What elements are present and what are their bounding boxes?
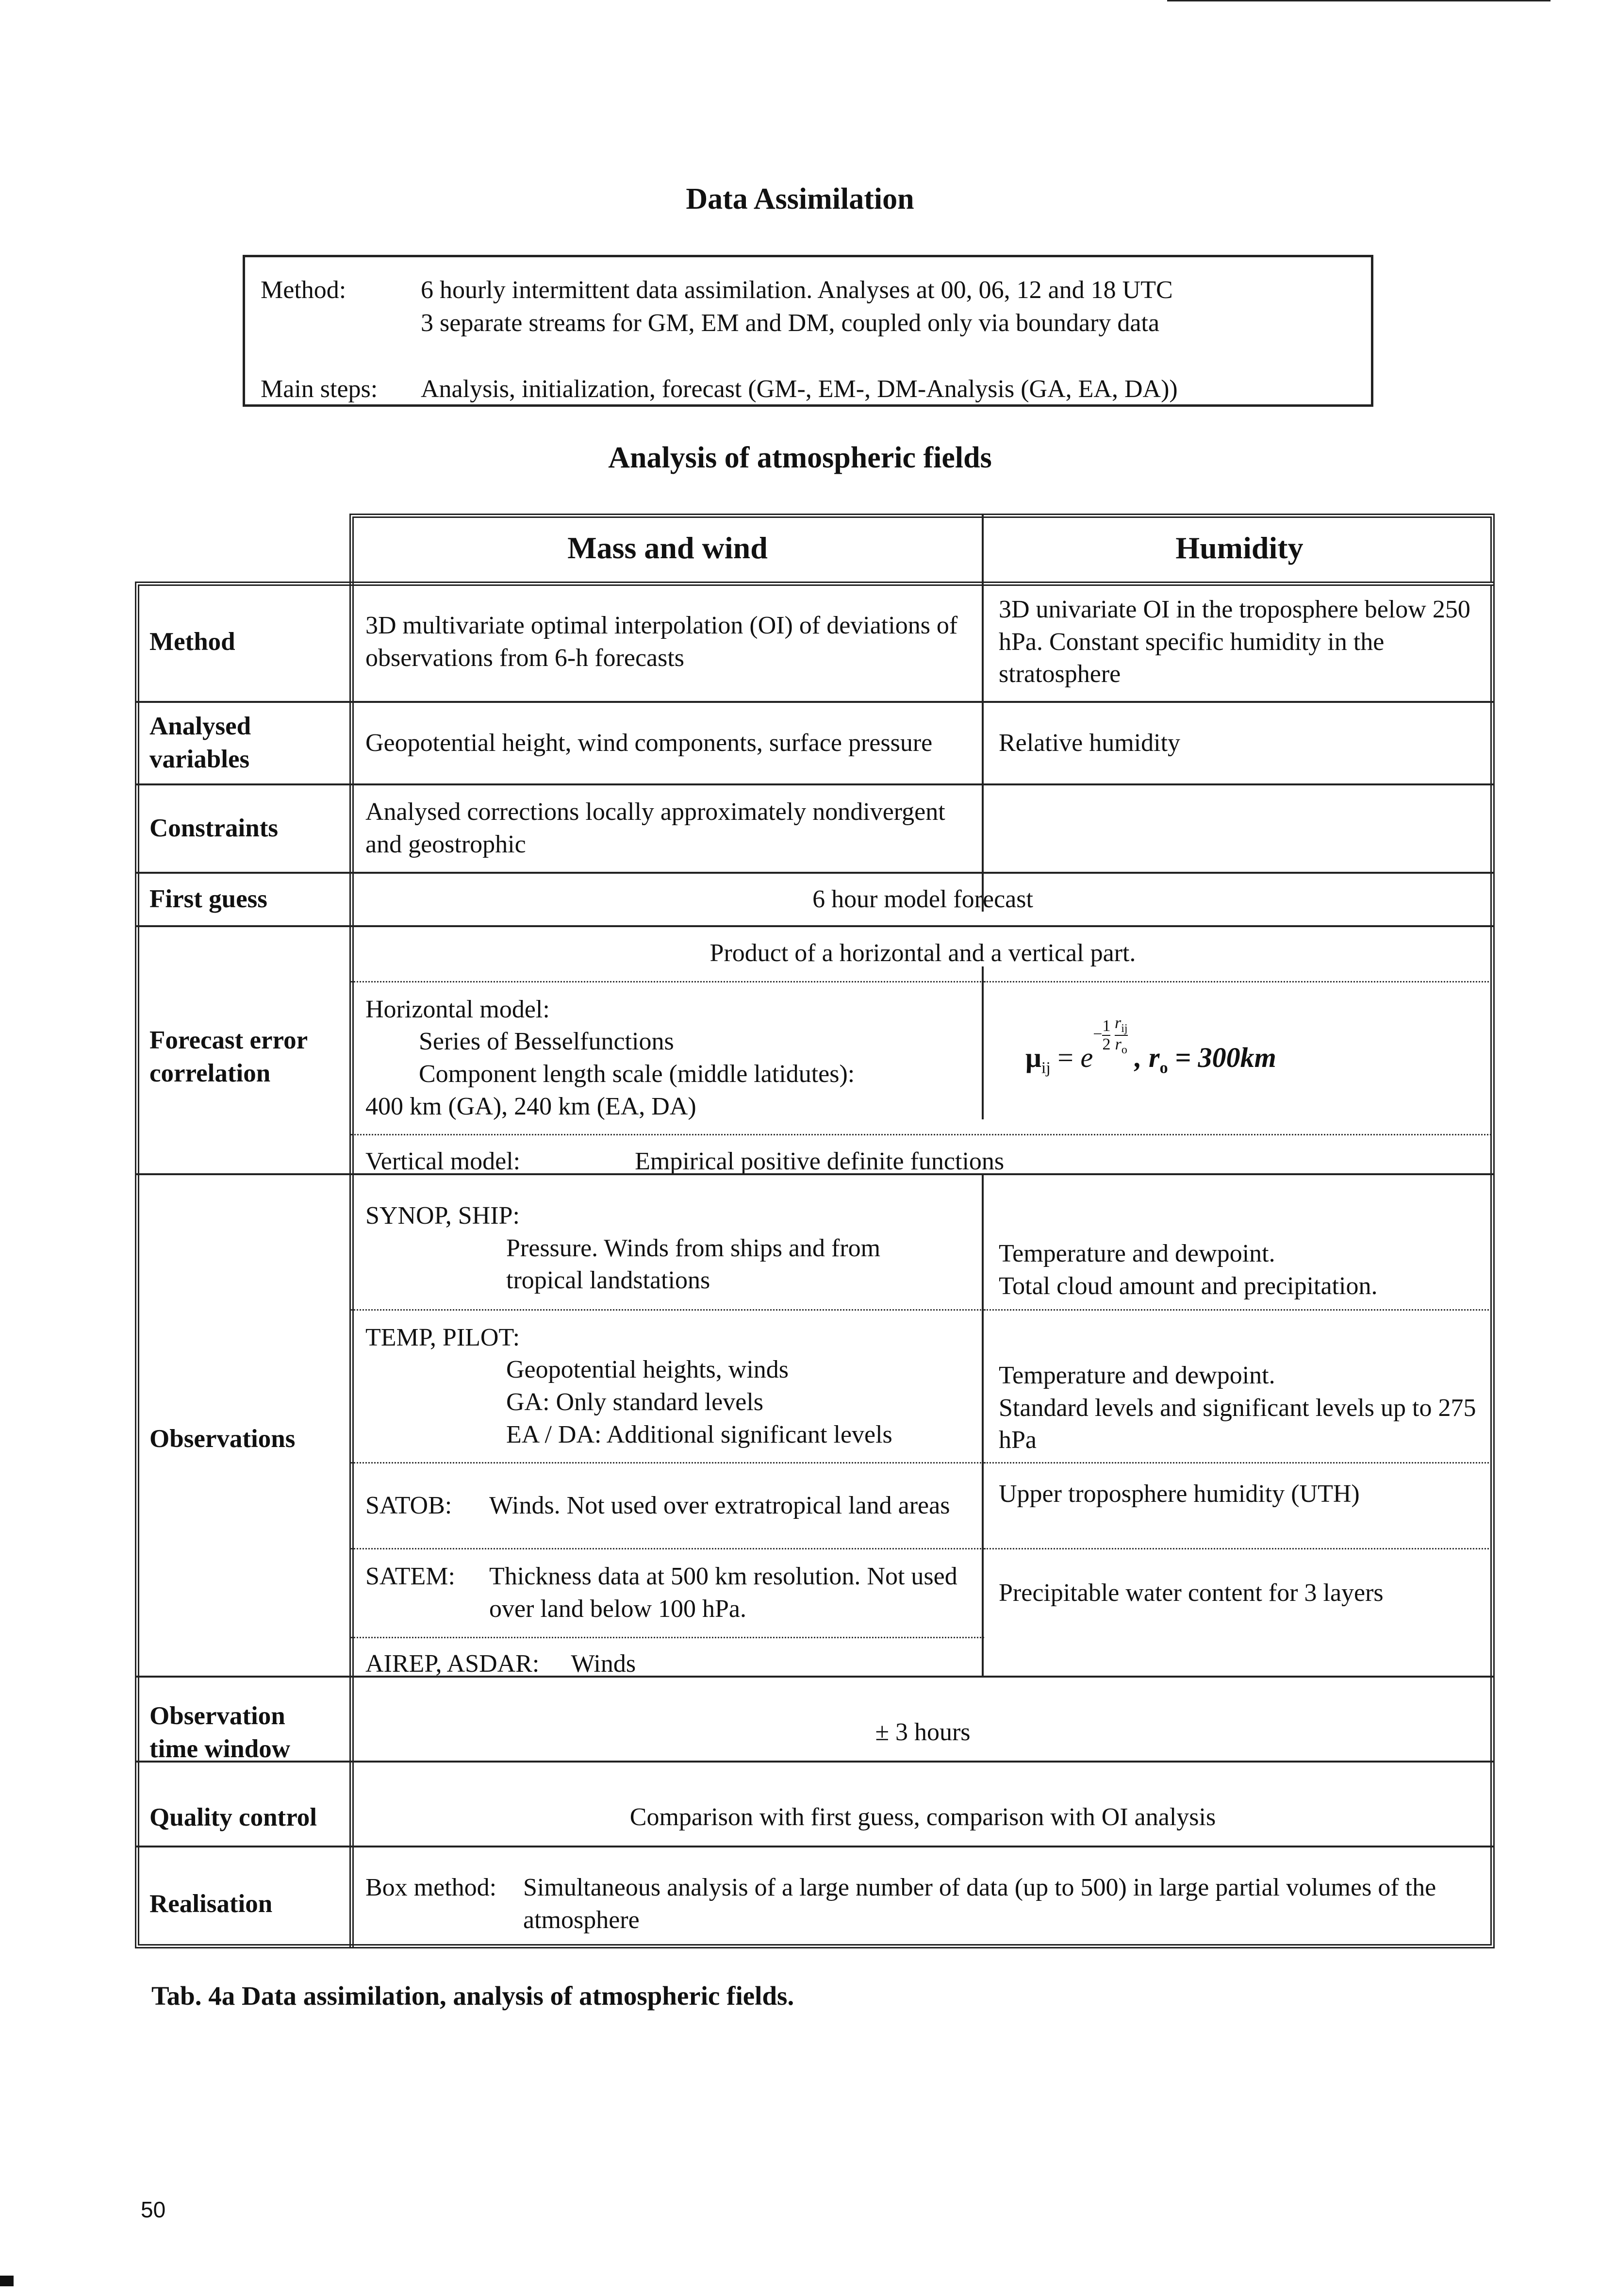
- formula-rij-sub: ij: [1121, 1022, 1128, 1035]
- formula-half: [1102, 1017, 1110, 1053]
- vertical-model-text: Empirical positive definite functions: [635, 1147, 1005, 1175]
- synop-humidity-cell: [984, 1188, 1495, 1309]
- temp-title: TEMP, PILOT:: [365, 1323, 520, 1351]
- section-title: Analysis of atmospheric fields: [608, 441, 992, 474]
- page-number: 50: [141, 2197, 166, 2222]
- formula-ratio: [1115, 1015, 1128, 1056]
- row-label-first-guess: First guess: [149, 885, 267, 914]
- main-steps-label: Main steps:: [261, 375, 378, 403]
- satob-mass-text: Winds. Not used over extratropical land areas: [489, 1491, 950, 1519]
- first-guess-value: 6 hour model forecast: [812, 885, 1033, 913]
- analysed-humidity: Relative humidity: [999, 729, 1181, 757]
- quality-control-value: Comparison with first guess, comparison with OI analysis: [629, 1803, 1216, 1831]
- formula-exponent: [1093, 1015, 1127, 1056]
- synop-humidity-line-2: Total cloud amount and precipitation.: [999, 1272, 1378, 1300]
- analysed-mass: Geopotential height, wind components, surface pressure: [365, 729, 933, 757]
- satob-mass-cell: [351, 1462, 984, 1548]
- temp-mass-cell: [351, 1309, 984, 1462]
- satem-mass-text: Thickness data at 500 km resolution. Not used over land below 100 hPa.: [489, 1563, 957, 1623]
- row-label-observations: Observations: [149, 1424, 296, 1453]
- synop-humidity-line-1: Temperature and dewpoint.: [999, 1240, 1275, 1268]
- horizontal-model-title: Horizontal model:: [365, 995, 550, 1023]
- temp-mass-line-1: Geopotential heights, winds: [506, 1356, 789, 1384]
- formula-tail-subscript: o: [1159, 1059, 1168, 1077]
- row-label-analysed: Analysed variables: [149, 712, 251, 773]
- row-realisation: [135, 1860, 1495, 1948]
- row-label-method: Method: [149, 628, 235, 656]
- satem-label: SATEM:: [365, 1563, 455, 1591]
- formula-mu: μ: [1025, 1042, 1041, 1074]
- row-method: [135, 582, 1495, 702]
- scan-corner-mark: [0, 2276, 14, 2286]
- horizontal-model-line-2: Component length scale (middle latidutes):: [419, 1060, 855, 1088]
- formula-tail: , r: [1127, 1042, 1160, 1074]
- satem-mass-cell: [351, 1548, 984, 1637]
- column-header-humidity: Humidity: [1175, 531, 1303, 566]
- formula-one: 1: [1102, 1016, 1111, 1035]
- row-label-realisation: Realisation: [149, 1890, 273, 1918]
- correlation-formula-cell: [984, 981, 1495, 1134]
- formula-ro: r: [1115, 1035, 1122, 1053]
- realisation-value-label: Box method:: [365, 1874, 497, 1902]
- forecast-error-product: Product of a horizontal and a vertical part.: [709, 939, 1136, 967]
- formula-minus: −: [1093, 1025, 1103, 1043]
- formula-two: 2: [1102, 1035, 1111, 1053]
- horizontal-model-line-1: Series of Besselfunctions: [419, 1028, 674, 1056]
- row-label-constraints: Constraints: [149, 814, 279, 843]
- temp-mass-line-3: EA / DA: Additional significant levels: [506, 1420, 892, 1448]
- header-corner: [135, 514, 351, 582]
- analysis-table: [135, 514, 1495, 1948]
- satem-humidity: Precipitable water content for 3 layers: [984, 1548, 1495, 1637]
- formula-value: = 300km: [1168, 1042, 1276, 1074]
- realisation-cell: [351, 1860, 1495, 1948]
- satob-humidity: Upper troposphere humidity (UTH): [984, 1462, 1495, 1548]
- formula-equals: =: [1050, 1042, 1081, 1074]
- row-label-time-window: Observation time window: [149, 1701, 291, 1763]
- formula-mu-subscript: ij: [1041, 1059, 1051, 1077]
- vertical-model-label: Vertical model:: [365, 1147, 521, 1175]
- temp-humidity-line-2: Standard levels and significant levels up to 275 hPa: [999, 1394, 1476, 1454]
- row-first-guess: [135, 873, 1495, 926]
- table-caption: Tab. 4a Data assimilation, analysis of atmospheric fields.: [151, 1981, 794, 2011]
- page-title: Data Assimilation: [686, 183, 914, 216]
- method-humidity: 3D univariate OI in the troposphere below 250 hPa. Constant specific humidity in the stratosphere: [999, 596, 1470, 688]
- formula-e: e: [1080, 1042, 1093, 1074]
- temp-mass-line-2: GA: Only standard levels: [506, 1388, 764, 1416]
- method-box: [243, 255, 1373, 407]
- method-line-1: 6 hourly intermittent data assimilation. Analyses at 00, 06, 12 and 18 UTC: [421, 276, 1173, 304]
- constraints-humidity: [984, 784, 1495, 873]
- horizontal-model-cell: [351, 981, 984, 1134]
- temp-humidity-cell: [984, 1309, 1495, 1462]
- constraints-mass: Analysed corrections locally approximately nondivergent and geostrophic: [365, 798, 945, 858]
- row-quality-control: [135, 1775, 1495, 1860]
- column-header-mass-wind: Mass and wind: [567, 531, 768, 566]
- time-window-value: ± 3 hours: [875, 1718, 971, 1747]
- row-observations-synop: [135, 1188, 1495, 1309]
- method-line-2: 3 separate streams for GM, EM and DM, coupled only via boundary data: [421, 309, 1160, 337]
- satob-label: SATOB:: [365, 1491, 452, 1519]
- vertical-model-cell: [351, 1134, 1495, 1188]
- formula-rij: r: [1114, 1014, 1122, 1032]
- realisation-value: Simultaneous analysis of a large number of data (up to 500) in large partial volumes of the atmosphere: [523, 1874, 1436, 1934]
- airep-mass-cell: [351, 1637, 984, 1690]
- row-time-window: [135, 1690, 1495, 1775]
- synop-mass-line-1: Pressure. Winds from ships and from: [506, 1234, 881, 1262]
- row-label-forecast-error: Forecast error correlation: [149, 1026, 308, 1087]
- airep-mass-text: Winds: [571, 1650, 636, 1678]
- row-forecast-error-product: [135, 926, 1495, 981]
- correlation-formula: [1025, 1014, 1276, 1084]
- row-analysed-variables: [135, 702, 1495, 784]
- temp-humidity-line-1: Temperature and dewpoint.: [999, 1362, 1275, 1390]
- row-constraints: [135, 784, 1495, 873]
- synop-mass-cell: [351, 1188, 984, 1309]
- method-mass: 3D multivariate optimal interpolation (OI) of deviations of observations from 6-h forecasts: [365, 612, 958, 672]
- formula-ro-sub: o: [1121, 1043, 1127, 1056]
- synop-title: SYNOP, SHIP:: [365, 1202, 520, 1230]
- horizontal-model-line-3: 400 km (GA), 240 km (EA, DA): [365, 1092, 696, 1120]
- table-header-row: [135, 514, 1495, 582]
- airep-humidity: [984, 1637, 1495, 1690]
- method-label: Method:: [261, 276, 346, 304]
- airep-label: AIREP, ASDAR:: [365, 1650, 540, 1678]
- synop-mass-line-2: tropical landstations: [506, 1266, 710, 1295]
- top-rule: [1167, 0, 1551, 1]
- main-steps-text: Analysis, initialization, forecast (GM-, EM-, DM-Analysis (GA, EA, DA)): [421, 375, 1178, 403]
- row-label-quality-control: Quality control: [149, 1803, 317, 1831]
